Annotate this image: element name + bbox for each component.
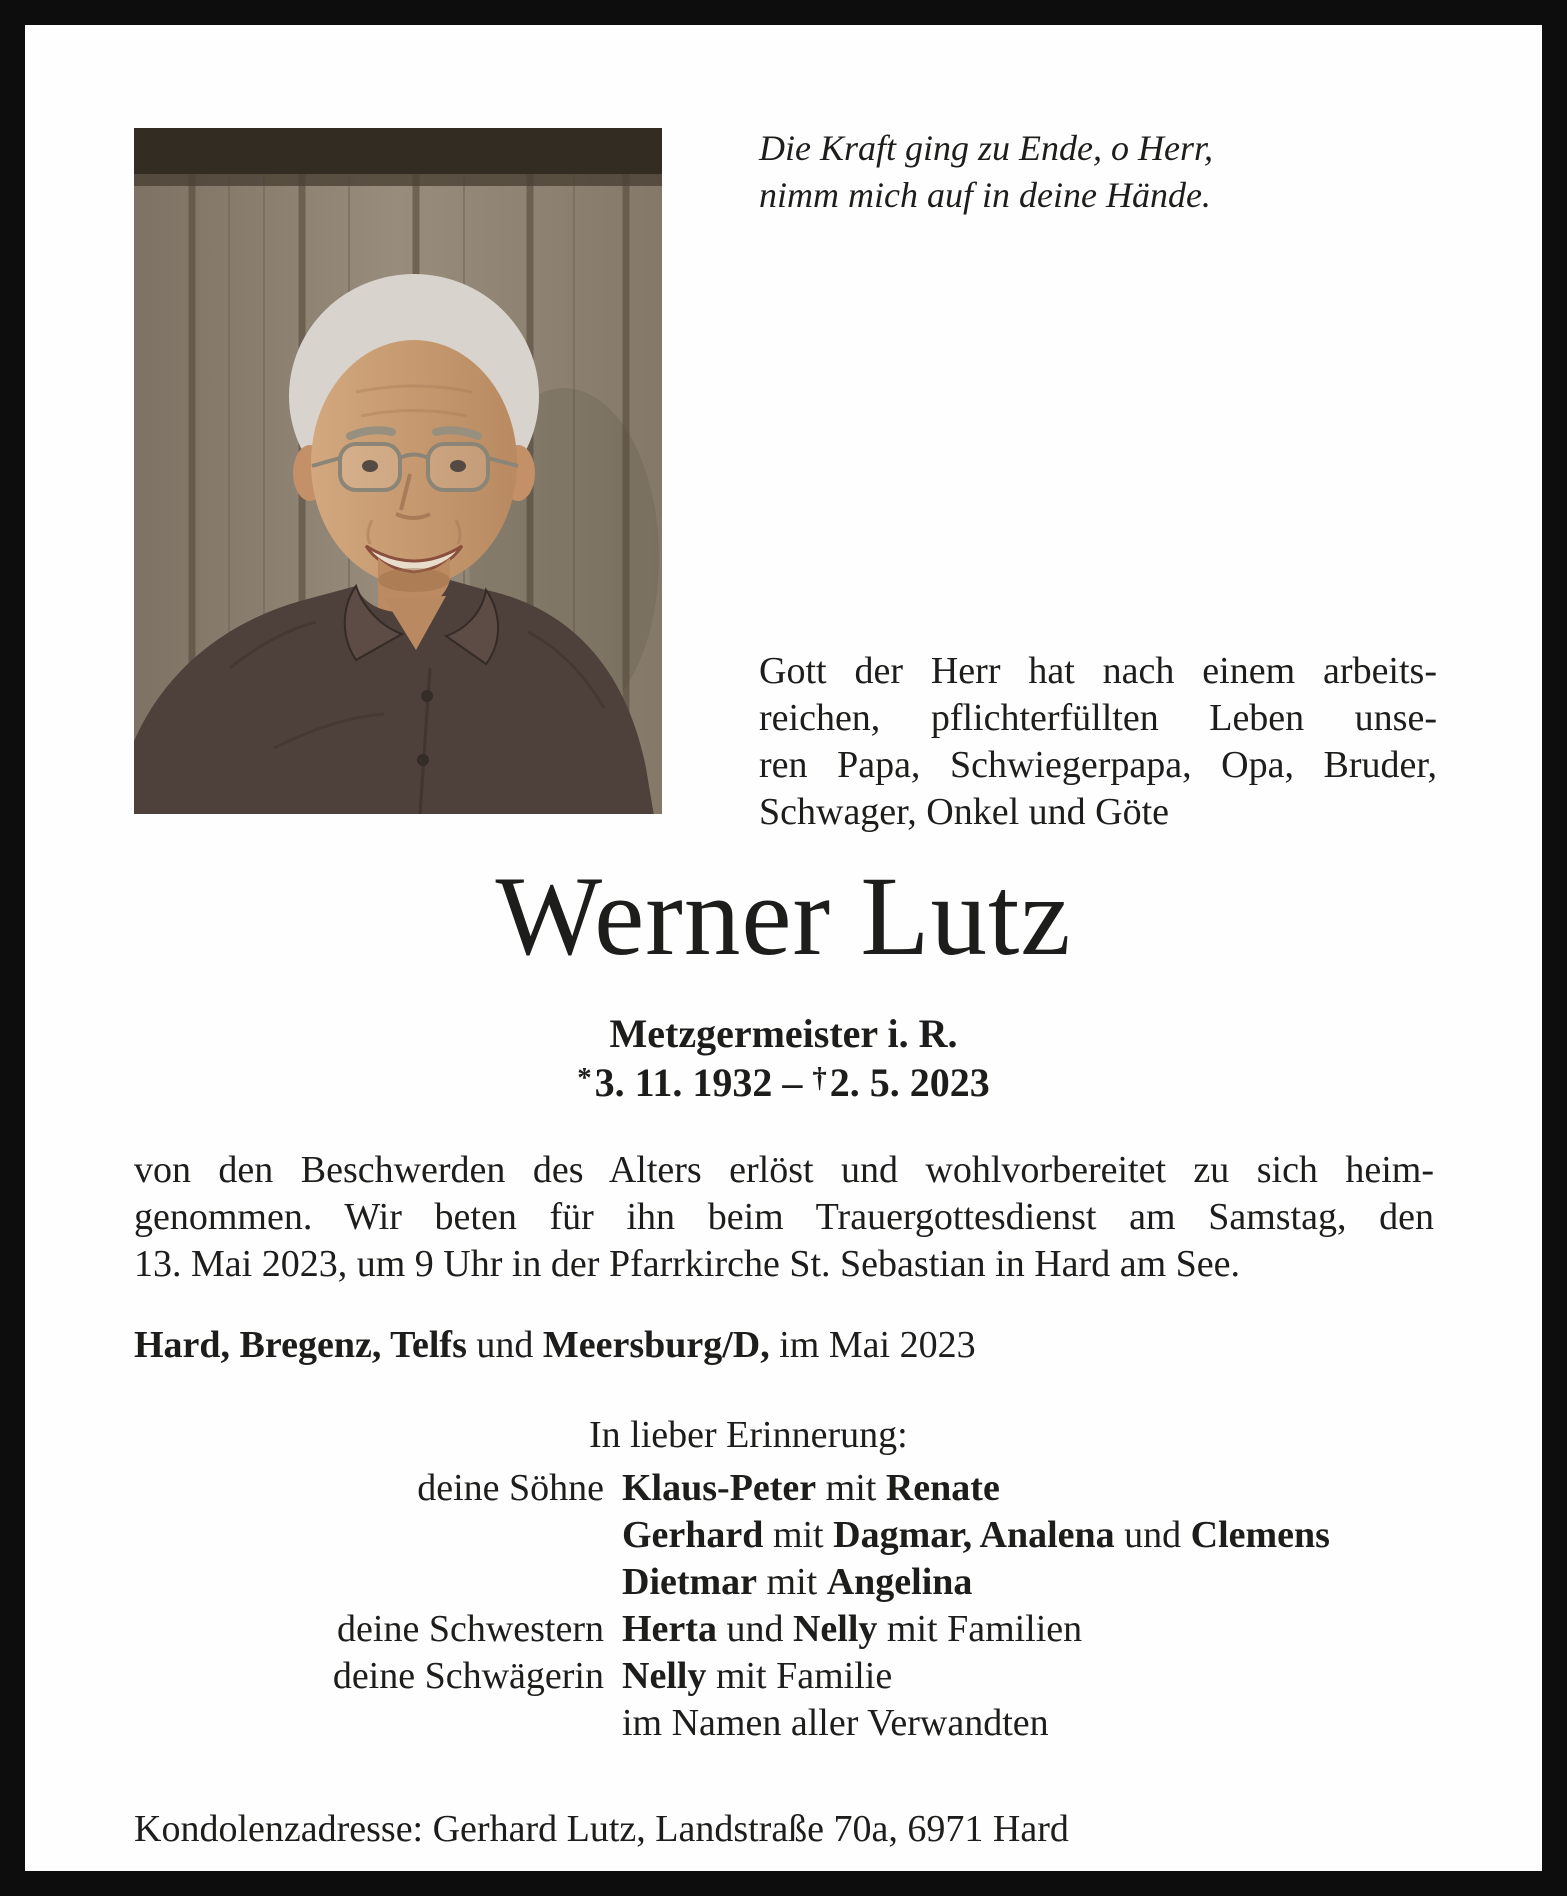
text-segment: mit Familien — [877, 1608, 1083, 1650]
remembrance-row-names — [622, 1512, 1330, 1559]
text-segment: Klaus-Peter — [622, 1467, 817, 1509]
condolence-address: Kondolenzadresse: Gerhard Lutz, Landstraße 70a, 6971 Hard — [134, 1808, 1069, 1850]
birth-date: 3. 11. 1932 — [594, 1060, 773, 1105]
text-segment: Gerhard — [622, 1514, 764, 1556]
text-segment: Angelina — [826, 1561, 973, 1603]
intro-paragraph — [759, 648, 1437, 836]
text-line: nimm mich auf in deine Hände. — [759, 175, 1211, 215]
remembrance-row-label: deine Schwestern — [337, 1608, 604, 1650]
text-segment: Clemens — [1190, 1514, 1330, 1556]
death-date: 2. 5. 2023 — [829, 1060, 990, 1105]
text-segment: im Namen aller Verwandten — [622, 1702, 1049, 1744]
button — [421, 690, 433, 702]
text-line: reichen, pflichterfüllten Leben unse- — [759, 697, 1437, 739]
top-beam-shadow — [134, 128, 662, 174]
remembrance-row-names — [622, 1606, 1330, 1653]
remembrance-row-names — [622, 1559, 1330, 1606]
text-segment: Nelly — [792, 1608, 878, 1650]
date-separator: – — [782, 1060, 803, 1105]
portrait-illustration — [134, 128, 662, 814]
text-segment: und — [716, 1608, 793, 1650]
chin-shadow — [378, 568, 450, 592]
death-symbol: † — [812, 1062, 827, 1095]
card-content — [25, 25, 1542, 1871]
deceased-name: Werner Lutz — [495, 854, 1072, 979]
text-segment: Meersburg/D, — [542, 1324, 770, 1366]
text-segment: Hard, Bregenz, Telfs — [134, 1324, 467, 1366]
epigraph — [759, 125, 1379, 219]
text-segment: und — [1114, 1514, 1191, 1556]
text-segment: mit — [816, 1467, 886, 1509]
remembrance-row-names — [622, 1653, 1330, 1700]
remembrance-row-names — [622, 1700, 1330, 1747]
text-line: von den Beschwerden des Alters erlöst und wohlvorbereitet zu sich heim- — [134, 1149, 1434, 1191]
text-segment: Dietmar — [622, 1561, 758, 1603]
text-segment: mit — [757, 1561, 827, 1603]
remembrance-row-label: deine Schwägerin — [332, 1655, 604, 1697]
location-line — [134, 1323, 1434, 1367]
remembrance-row-names — [622, 1465, 1330, 1512]
portrait-photo — [134, 128, 662, 814]
remembrance-heading: In lieber Erinnerung: — [589, 1414, 908, 1456]
text-line: Schwager, Onkel und Göte — [759, 791, 1170, 833]
text-segment: Renate — [885, 1467, 1000, 1509]
remembrance-list — [134, 1465, 1330, 1747]
birth-symbol: * — [577, 1062, 592, 1095]
remembrance-row-label — [134, 1512, 604, 1559]
text-segment: im Mai 2023 — [769, 1324, 976, 1366]
text-line: Die Kraft ging zu Ende, o Herr, — [759, 128, 1213, 168]
remembrance-row-label — [134, 1700, 604, 1747]
text-segment: mit Familie — [706, 1655, 893, 1697]
announcement-paragraph — [134, 1147, 1434, 1288]
text-segment: Dagmar, Analena — [833, 1514, 1115, 1556]
text-line: 13. Mai 2023, um 9 Uhr in der Pfarrkirche St. Sebastian in Hard am See. — [134, 1243, 1240, 1285]
deceased-title: Metzgermeister i. R. — [609, 1011, 958, 1056]
text-segment: Nelly — [622, 1655, 707, 1697]
text-line: ren Papa, Schwiegerpapa, Opa, Bruder, — [759, 744, 1437, 786]
text-line: Gott der Herr hat nach einem arbeits- — [759, 650, 1437, 692]
text-segment: Herta — [622, 1608, 717, 1650]
text-segment: und — [466, 1324, 543, 1366]
remembrance-row-label — [134, 1559, 604, 1606]
remembrance-row-label: deine Söhne — [417, 1467, 604, 1509]
text-line: genommen. Wir beten für ihn beim Trauergottesdienst am Samstag, den — [134, 1196, 1434, 1238]
text-segment: mit — [763, 1514, 834, 1556]
life-dates — [25, 1059, 1542, 1106]
button — [417, 754, 429, 766]
